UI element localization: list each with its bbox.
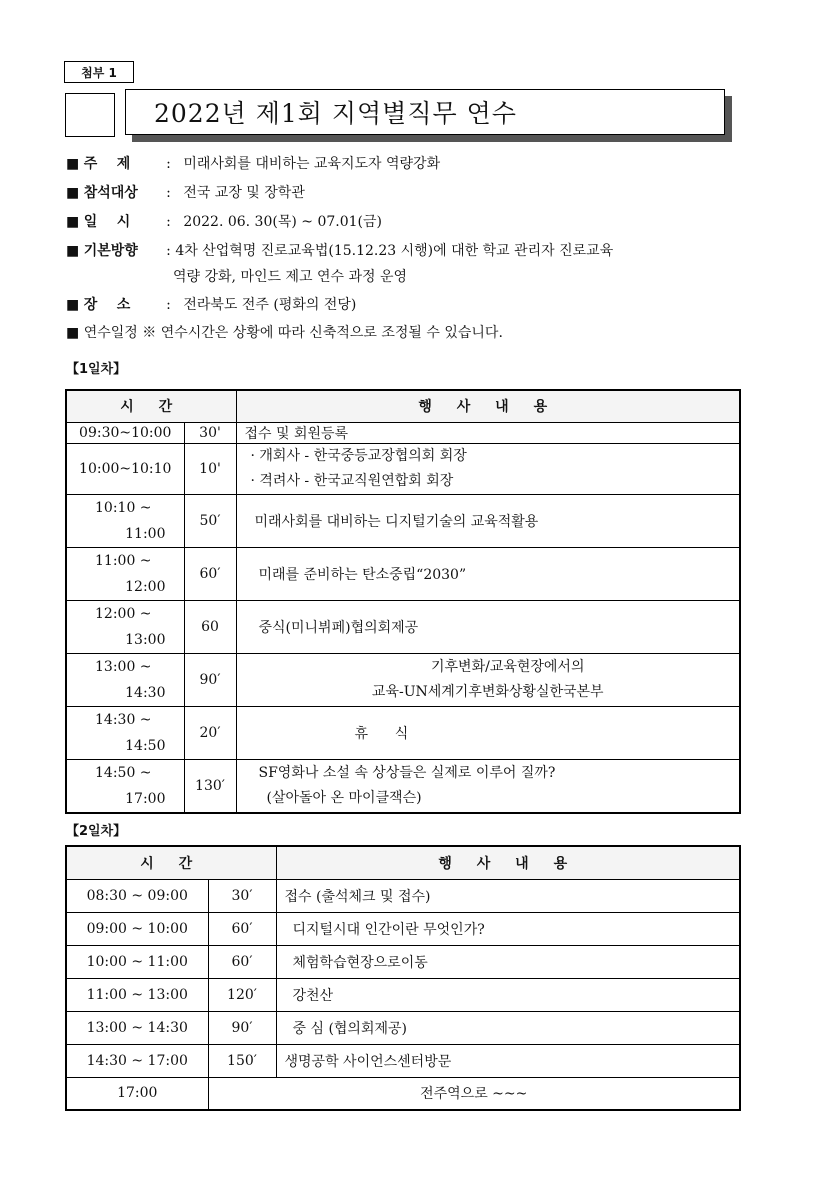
event-line: (살아돌아 온 마이클잭슨) <box>266 789 422 806</box>
info-direction-line2 <box>173 268 407 286</box>
duration-cell: 30′ <box>208 879 276 912</box>
sep: : <box>166 214 171 230</box>
table-row <box>66 706 740 759</box>
table-row <box>66 547 740 600</box>
duration-cell: 90′ <box>184 653 236 706</box>
sep: : <box>166 156 171 172</box>
day1-table <box>65 389 741 814</box>
duration-cell: 60′ <box>208 912 276 945</box>
header-time: 시 간 <box>66 846 276 879</box>
table-row <box>66 1011 740 1044</box>
info-topic <box>66 155 440 173</box>
duration-cell: 30' <box>184 422 236 443</box>
date-value: 2022. 06. 30(목) ~ 07.01(금) <box>183 214 382 230</box>
title-decor-box <box>65 93 115 137</box>
info-participants <box>66 184 305 202</box>
event-line: · 개회사 - 한국중등교장협의회 회장 <box>250 447 467 464</box>
info-direction <box>66 242 613 260</box>
bullet: ■ <box>66 156 80 172</box>
event-cell: 접수 (출석체크 및 접수) <box>276 879 740 912</box>
event-cell: 휴 식 <box>236 706 740 759</box>
sep: : <box>166 243 171 259</box>
event-cell <box>236 759 740 813</box>
table-row <box>66 945 740 978</box>
time-cell: 13:00 ~ 14:30 <box>66 653 184 706</box>
day2-label: 【2일차】 <box>66 824 127 839</box>
time-cell: 12:00 ~ 13:00 <box>66 600 184 653</box>
time-cell: 09:00 ~ 10:00 <box>66 912 208 945</box>
bullet: ■ <box>66 214 80 230</box>
duration-cell: 60 <box>184 600 236 653</box>
event-cell: 중 심 (협의회제공) <box>276 1011 740 1044</box>
table-row <box>66 759 740 813</box>
participants-value: 전국 교장 및 장학관 <box>183 185 305 201</box>
day1-label: 【1일차】 <box>66 362 127 377</box>
duration-cell: 90′ <box>208 1011 276 1044</box>
event-line: 교육-UN세계기후변화상황실한국본부 <box>371 683 604 700</box>
duration-cell: 50′ <box>184 494 236 547</box>
time-cell: 17:00 <box>66 1077 208 1110</box>
event-cell: 디지털시대 인간이란 무엇인가? <box>276 912 740 945</box>
bullet: ■ <box>66 297 80 313</box>
event-cell <box>236 653 740 706</box>
table-row <box>66 494 740 547</box>
table-row <box>66 422 740 443</box>
info-place <box>66 296 356 314</box>
topic-value: 미래사회를 대비하는 교육지도자 역량강화 <box>183 156 441 172</box>
table-row <box>66 443 740 494</box>
event-cell <box>236 443 740 494</box>
time-cell: 10:10 ~ 11:00 <box>66 494 184 547</box>
table-row <box>66 1077 740 1110</box>
bullet: ■ <box>66 325 80 341</box>
event-cell: 생명공학 사이언스센터방문 <box>276 1044 740 1077</box>
duration-cell: 130′ <box>184 759 236 813</box>
direction-value-line2: 역량 강화, 마인드 제고 연수 과정 운영 <box>173 269 408 285</box>
attachment-label: 첨부 1 <box>64 61 134 83</box>
time-cell: 14:30 ~ 17:00 <box>66 1044 208 1077</box>
time-cell: 10:00~10:10 <box>66 443 184 494</box>
bullet: ■ <box>66 243 80 259</box>
event-line: · 격려사 - 한국교직원연합회 회장 <box>250 472 454 489</box>
table-row <box>66 600 740 653</box>
time-cell: 09:30~10:00 <box>66 422 184 443</box>
direction-value-line1: 4차 산업혁명 진로교육법(15.12.23 시행)에 대한 학교 관리자 진로교육 <box>175 243 614 259</box>
info-schedule-note <box>66 324 503 342</box>
info-date <box>66 213 382 231</box>
event-cell: 강천산 <box>276 978 740 1011</box>
time-cell: 11:00 ~ 12:00 <box>66 547 184 600</box>
sep: : <box>166 297 171 313</box>
event-cell: 전주역으로 ~~~ <box>208 1077 740 1110</box>
duration-cell: 60′ <box>184 547 236 600</box>
duration-cell: 150′ <box>208 1044 276 1077</box>
table-row <box>66 879 740 912</box>
duration-cell: 20′ <box>184 706 236 759</box>
header-event: 행 사 내 용 <box>236 390 740 422</box>
event-cell: 체험학습현장으로이동 <box>276 945 740 978</box>
duration-cell: 120′ <box>208 978 276 1011</box>
duration-cell: 60′ <box>208 945 276 978</box>
event-line: 기후변화/교육현장에서의 <box>431 658 585 675</box>
time-cell: 08:30 ~ 09:00 <box>66 879 208 912</box>
place-label: 장 소 <box>83 297 131 313</box>
time-cell: 11:00 ~ 13:00 <box>66 978 208 1011</box>
table-row <box>66 1044 740 1077</box>
schedule-label: 연수일정 <box>83 325 138 341</box>
time-cell: 10:00 ~ 11:00 <box>66 945 208 978</box>
time-cell: 14:30 ~ 14:50 <box>66 706 184 759</box>
day2-table <box>65 845 741 1111</box>
time-cell: 14:50 ~ 17:00 <box>66 759 184 813</box>
table-row <box>66 912 740 945</box>
table-row <box>66 653 740 706</box>
header-event: 행 사 내 용 <box>276 846 740 879</box>
page-title: 2022년 제1회 지역별직무 연수 <box>154 99 517 128</box>
title-box <box>125 89 725 135</box>
event-cell: 중식(미니뷔페)협의회제공 <box>236 600 740 653</box>
header-time: 시 간 <box>66 390 236 422</box>
duration-cell: 10' <box>184 443 236 494</box>
table-header <box>66 390 740 422</box>
schedule-note: ※ 연수시간은 상황에 따라 신축적으로 조정될 수 있습니다. <box>142 325 503 341</box>
sep: : <box>166 185 171 201</box>
place-value: 전라북도 전주 (평화의 전당) <box>183 297 357 313</box>
participants-label: 참석대상 <box>83 185 138 201</box>
table-row <box>66 978 740 1011</box>
event-cell: 미래를 준비하는 탄소중립“2030” <box>236 547 740 600</box>
event-cell: 미래사회를 대비하는 디지털기술의 교육적활용 <box>236 494 740 547</box>
table-header <box>66 846 740 879</box>
event-line: SF영화나 소설 속 상상들은 실제로 이루어 질까? <box>258 764 556 781</box>
date-label: 일 시 <box>83 214 131 230</box>
direction-label: 기본방향 <box>83 243 138 259</box>
bullet: ■ <box>66 185 80 201</box>
event-cell: 접수 및 회원등록 <box>236 422 740 443</box>
topic-label: 주 제 <box>83 156 131 172</box>
time-cell: 13:00 ~ 14:30 <box>66 1011 208 1044</box>
